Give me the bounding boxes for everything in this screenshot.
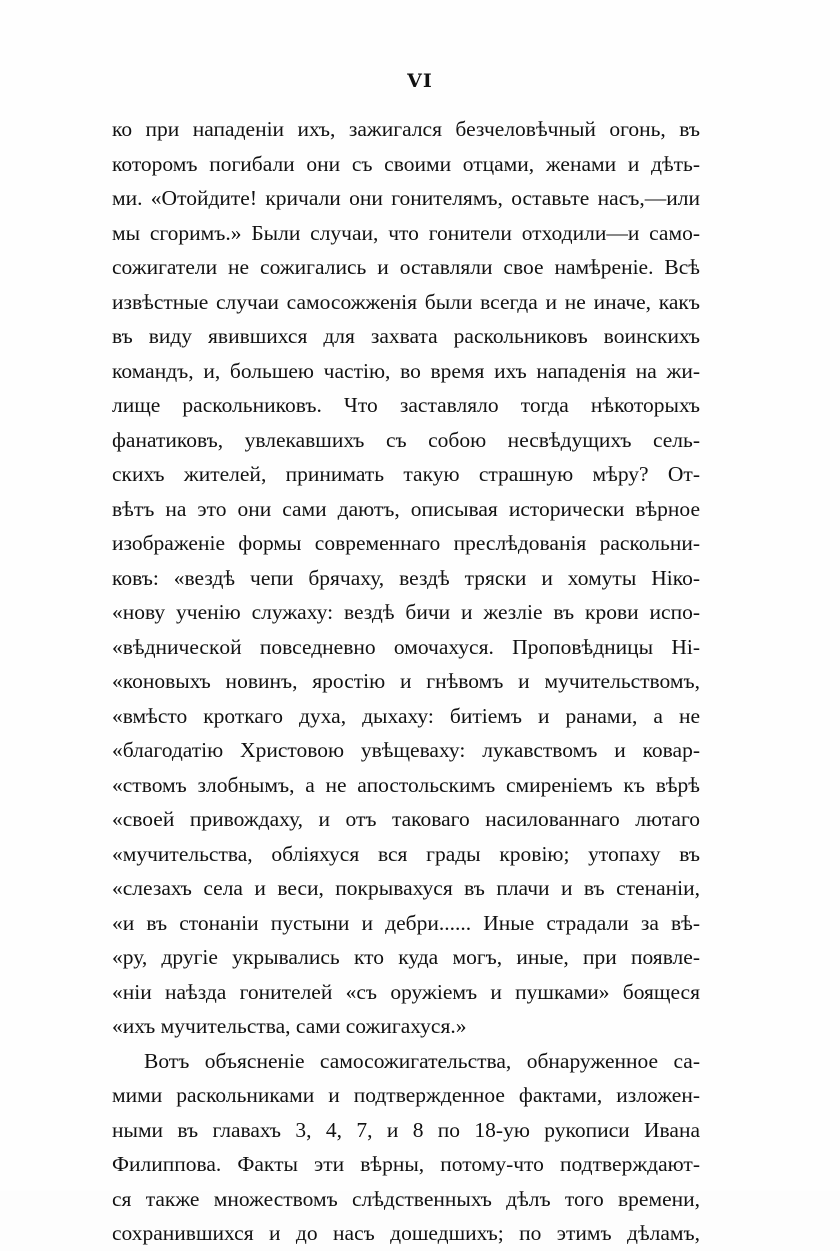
- text-line: ми. «Отойдите! кричали они гонителямъ, оставьте насъ,—или: [112, 186, 700, 210]
- text-line: «слезахъ села и веси, покрывахуся въ плачи и въ стенаніи,: [112, 876, 700, 900]
- text-line: скихъ жителей, принимать такую страшную мѣру? От-: [112, 462, 700, 486]
- text-line: извѣстные случаи самосожженія были всегда и не иначе, какъ: [112, 289, 700, 314]
- text-line: вѣтъ на это они сами даютъ, описывая исторически вѣрное: [112, 496, 700, 521]
- text-line: мими раскольниками и подтвержденное фактами, изложен-: [112, 1083, 700, 1107]
- text-line: «ру, другіе укрывались кто куда могъ, иные, при появле-: [112, 945, 700, 969]
- text-line: Вотъ объясненіе самосожигательства, обнаруженное са-: [144, 1048, 700, 1073]
- text-line: фанатиковъ, увлекавшихъ съ собою несвѣдущихъ сель-: [112, 427, 700, 452]
- text-line: въ виду явившихся для захвата раскольниковъ воинскихъ: [112, 324, 700, 348]
- text-line: изображеніе формы современнаго преслѣдованія раскольни-: [112, 531, 700, 555]
- text-line: «ихъ мучительства, сами сожигахуся.»: [112, 1014, 467, 1038]
- text-line: «мучительства, обліяхуся вся грады кровію; утопаху въ: [112, 841, 700, 866]
- text-line: «своей привождаху, и отъ таковаго насилованнаго лютаго: [112, 807, 700, 831]
- text-line: мы сгоримъ.» Были случаи, что гонители отходили—и само-: [112, 220, 700, 245]
- text-line: которомъ погибали они съ своими отцами, женами и дѣть-: [112, 151, 700, 176]
- text-line: ковъ: «вездѣ чепи брячаху, вездѣ тряски и хомуты Ніко-: [112, 565, 700, 590]
- text-line: «ніи наѣзда гонителей «съ оружіемъ и пушками» боящеся: [112, 979, 700, 1004]
- text-line: лище раскольниковъ. Что заставляло тогда нѣкоторыхъ: [112, 393, 700, 417]
- text-line: «и въ стонаніи пустыни и дебри...... Иные страдали за вѣ-: [112, 910, 700, 935]
- page-number: VI: [407, 70, 433, 92]
- text-line: Филиппова. Факты эти вѣрны, потому-что подтверждают-: [112, 1152, 700, 1176]
- text-line: «нову ученію служаху: вездѣ бичи и жезліе въ крови испо-: [112, 600, 700, 624]
- text-line: сожигатели не сожигались и оставляли свое намѣреніе. Всѣ: [112, 255, 700, 279]
- text-line: ся также множествомъ слѣдственныхъ дѣлъ того времени,: [112, 1186, 700, 1211]
- text-line: «коновыхъ новинъ, яростію и гнѣвомъ и мучительствомъ,: [112, 669, 700, 693]
- text-line: «вмѣсто кроткаго духа, дыхаху: битіемъ и ранами, а не: [112, 703, 700, 728]
- paragraph-1: [112, 112, 700, 1044]
- text-line: «вѣдническoй повседневно омочахуся. Проповѣдницы Ні-: [112, 634, 700, 659]
- text-line: командъ, и, большею частію, во время ихъ нападенія на жи-: [112, 358, 700, 383]
- text-line: сохранившихся и до насъ дошедшихъ; по этимъ дѣламъ,: [112, 1221, 700, 1245]
- text-line: ко при нападеніи ихъ, зажигался безчеловѣчный огонь, въ: [112, 117, 700, 141]
- body-text: [112, 112, 700, 1251]
- text-line: ными въ главахъ 3, 4, 7, и 8 по 18-ую рукописи Ивана: [112, 1117, 700, 1142]
- paragraph-2: [112, 1044, 700, 1251]
- text-line: «благодатію Христовою увѣщеваху: лукавствомъ и ковар-: [112, 738, 700, 762]
- text-line: «ствомъ злобнымъ, а не апостольскимъ смиреніемъ къ вѣрѣ: [112, 772, 700, 797]
